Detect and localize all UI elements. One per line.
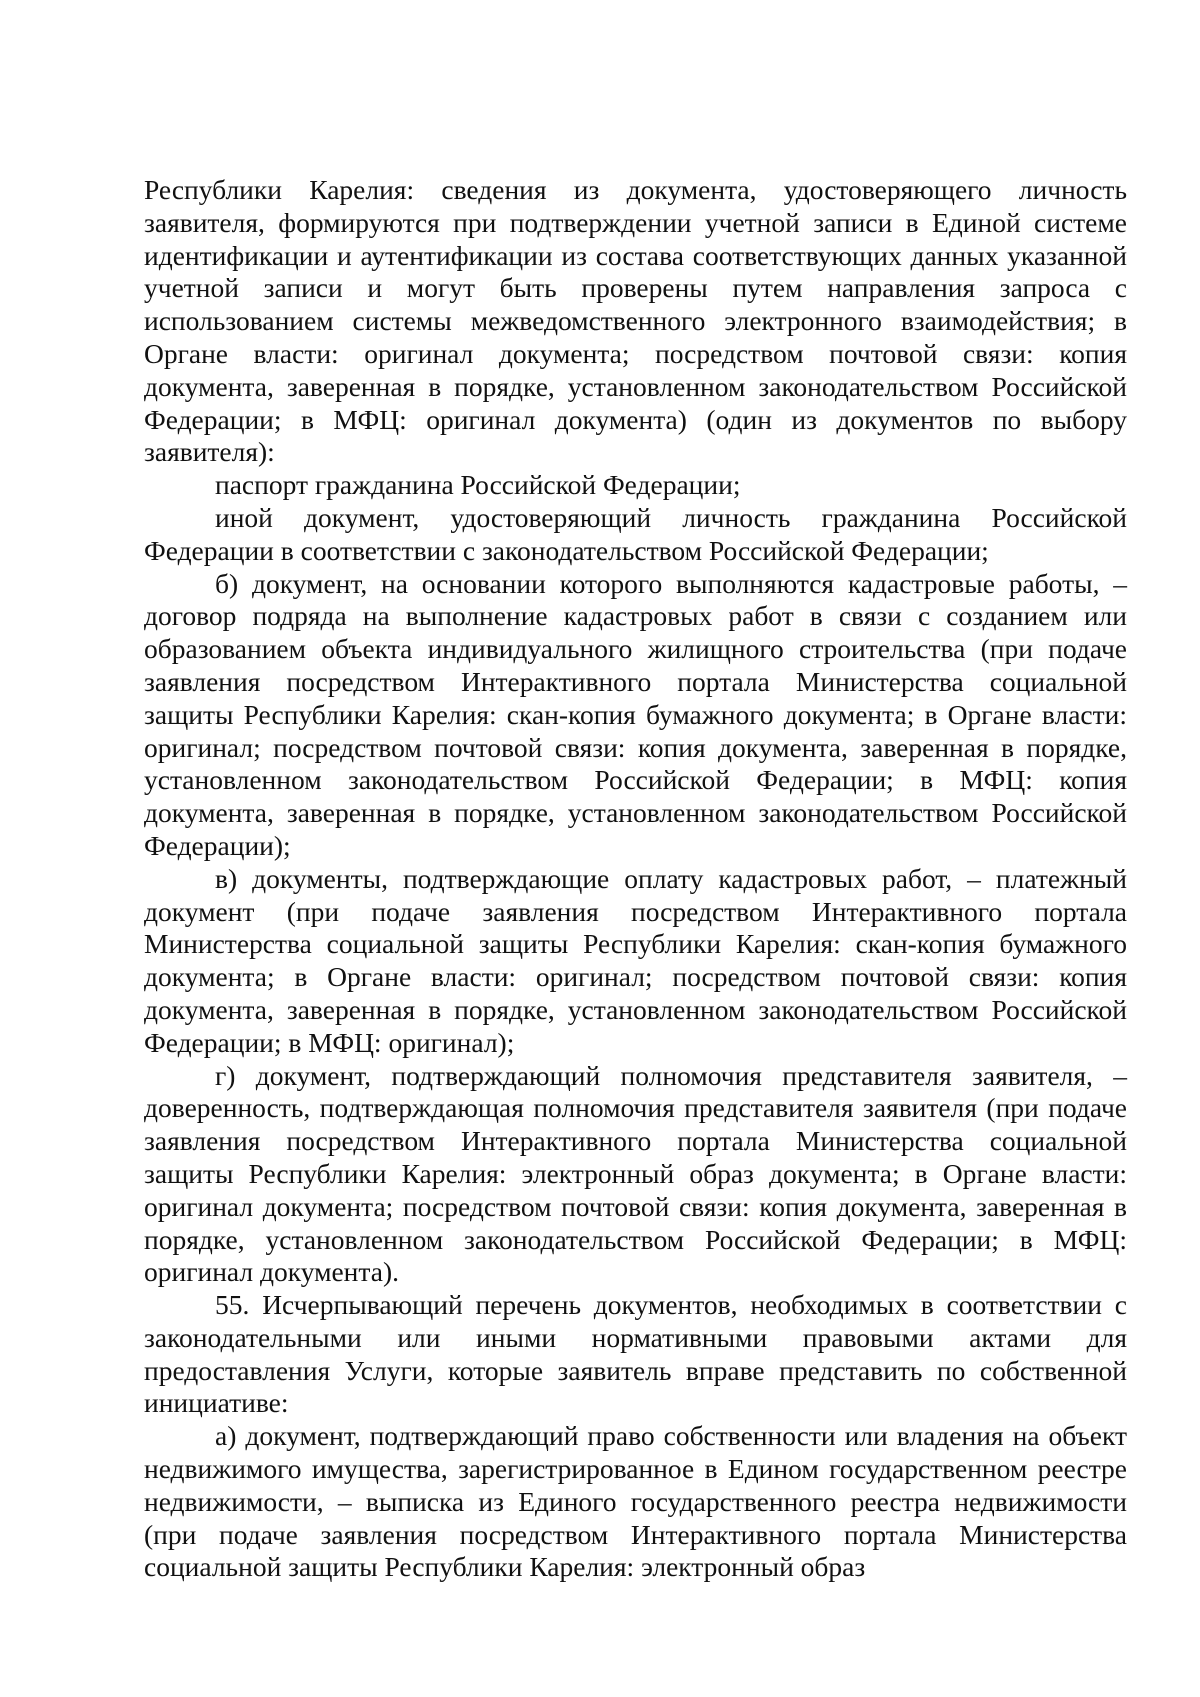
paragraph-section-55: 55. Исчерпывающий перечень документов, необходимых в соответствии с законодательными или иными нормативными правовыми актами для предоставления Услуги, которые заявитель вправе представить по собственной инициативе: [144, 1289, 1127, 1419]
document-body [144, 174, 1127, 1584]
paragraph-continuation: Республики Карелия: сведения из документа, удостоверяющего личность заявителя, формируются при подтверждении учетной записи в Единой системе идентификации и аутентификации из состава соответствующих данных указанной учетной записи и могут быть проверены путем направления запроса с использованием системы межведомственного электронного взаимодействия; в Органе власти: оригинал документа; посредством почтовой связи: копия документа, заверенная в порядке, установленном законодательством Российской Федерации; в МФЦ: оригинал документа) (один из документов по выбору заявителя): [144, 174, 1127, 468]
paragraph-item-v: в) документы, подтверждающие оплату кадастровых работ, – платежный документ (при подаче заявления посредством Интерактивного портала Министерства социальной защиты Республики Карелия: скан-копия бумажного документа; в Органе власти: оригинал; посредством почтовой связи: копия документа, заверенная в порядке, установленном законодательством Российской Федерации; в МФЦ: оригинал); [144, 862, 1127, 1058]
paragraph-item-b: б) документ, на основании которого выполняются кадастровые работы, – договор подряда на выполнение кадастровых работ в связи с созданием или образованием объекта индивидуального жилищного строительства (при подаче заявления посредством Интерактивного портала Министерства социальной защиты Республики Карелия: скан-копия бумажного документа; в Органе власти: оригинал; посредством почтовой связи: копия документа, заверенная в порядке, установленном законодательством Российской Федерации; в МФЦ: копия документа, заверенная в порядке, установленном законодательством Российской Федерации); [144, 567, 1127, 861]
paragraph-passport: паспорт гражданина Российской Федерации; [215, 469, 741, 501]
paragraph-item-g: г) документ, подтверждающий полномочия представителя заявителя, – доверенность, подтверждающая полномочия представителя заявителя (при подаче заявления посредством Интерактивного портала Министерства социальной защиты Республики Карелия: электронный образ документа; в Органе власти: оригинал документа; посредством почтовой связи: копия документа, заверенная в порядке, установленном законодательством Российской Федерации; в МФЦ: оригинал документа). [144, 1059, 1127, 1288]
paragraph-other-id-document: иной документ, удостоверяющий личность гражданина Российской Федерации в соответствии с законодательством Российской Федерации; [144, 501, 1127, 566]
paragraph-item-a: а) документ, подтверждающий право собственности или владения на объект недвижимого имущества, зарегистрированное в Едином государственном реестре недвижимости, – выписка из Единого государственного реестра недвижимости (при подаче заявления посредством Интерактивного портала Министерства социальной защиты Республики Карелия: электронный образ [144, 1420, 1127, 1583]
